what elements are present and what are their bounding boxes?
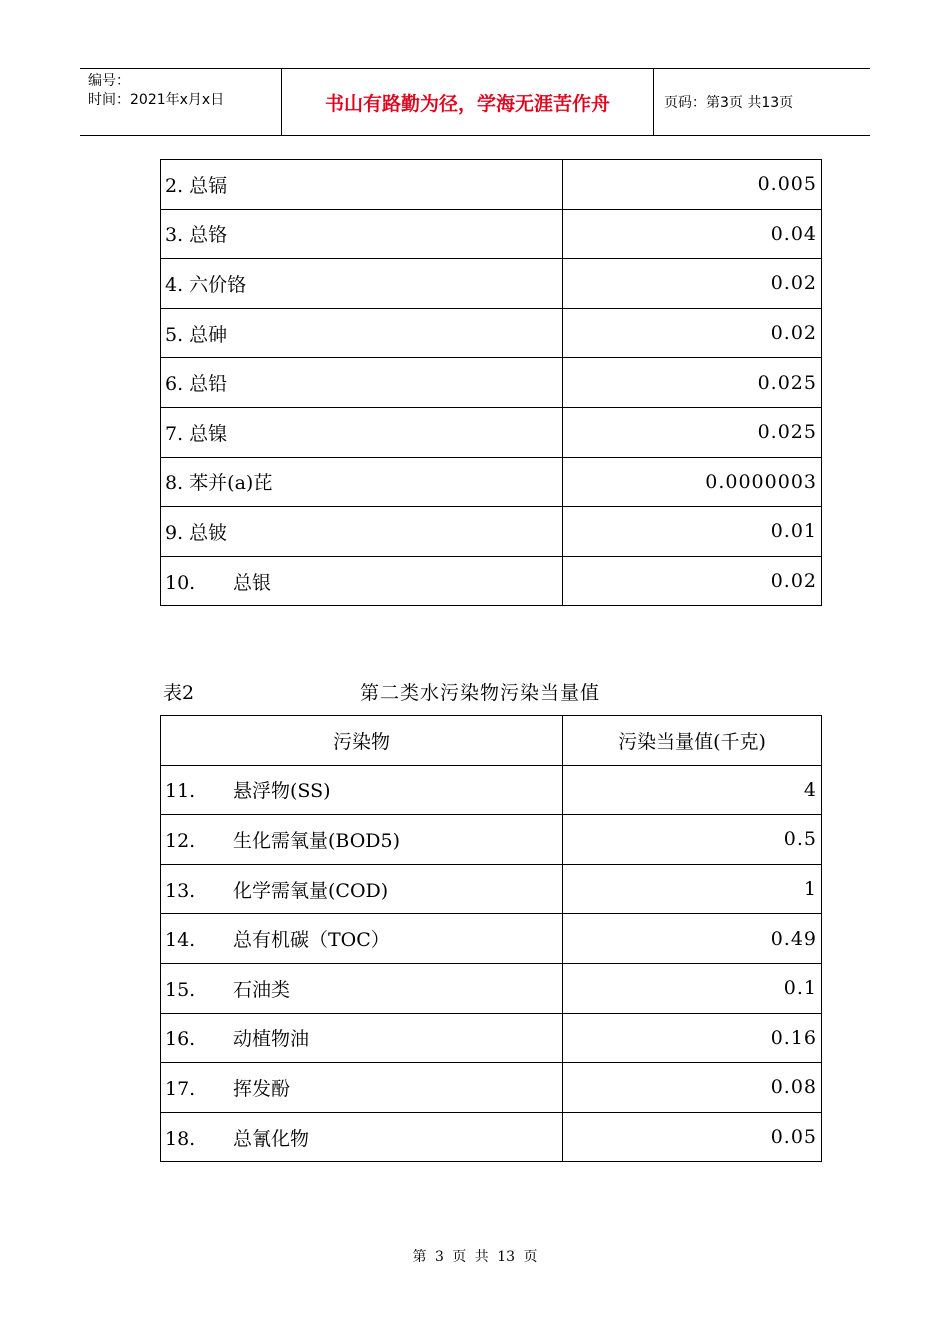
table-row [161, 160, 822, 210]
table-row [161, 507, 822, 557]
pollutant-name-cell [161, 1112, 563, 1162]
table-row [161, 1112, 822, 1162]
equivalent-value-cell: 0.1 [563, 963, 822, 1013]
pollutant-table-2 [160, 715, 822, 1162]
equivalent-value-cell: 0.025 [563, 407, 822, 457]
table-2-caption: 表2 [163, 682, 195, 704]
header-motto: 书山有路勤为径，学海无涯苦作舟 [282, 69, 654, 135]
table-row [161, 815, 822, 865]
row-number: 16. [165, 1028, 196, 1051]
row-number: 15. [165, 978, 196, 1001]
header-page-info: 页码：第3页 共13页 [664, 95, 794, 111]
equivalent-value-cell: 0.02 [563, 259, 822, 309]
equivalent-value-cell: 0.005 [563, 160, 822, 210]
table-row [161, 308, 822, 358]
pollutant-name-cell: 3. 总铬 [161, 209, 563, 259]
pollutant-name: 总银 [233, 571, 272, 594]
equivalent-value-cell: 0.01 [563, 507, 822, 557]
pollutant-name: 挥发酚 [233, 1077, 291, 1100]
table-row [161, 1063, 822, 1113]
pollutant-name-cell [161, 1063, 563, 1113]
table-row [161, 765, 822, 815]
equivalent-value-cell: 0.025 [563, 358, 822, 408]
document-number-label: 编号： [88, 73, 130, 89]
pollutant-table-1 [160, 159, 822, 606]
column-header-pollutant: 污染物 [161, 716, 563, 766]
page-footer: 第 3 页 共 13 页 [412, 1249, 538, 1265]
equivalent-value-cell: 4 [563, 765, 822, 815]
pollutant-name-cell: 8. 苯并(a)芘 [161, 457, 563, 507]
pollutant-name: 生化需氧量(BOD5) [233, 829, 401, 852]
row-number: 18. [165, 1127, 196, 1150]
pollutant-name-cell [161, 765, 563, 815]
equivalent-value-cell: 0.02 [563, 308, 822, 358]
pollutant-name-cell: 9. 总铍 [161, 507, 563, 557]
equivalent-value-cell: 0.49 [563, 914, 822, 964]
table-row [161, 407, 822, 457]
pollutant-name-cell: 6. 总铅 [161, 358, 563, 408]
pollutant-name-cell [161, 864, 563, 914]
table-row [161, 457, 822, 507]
header-meta [80, 69, 282, 135]
pollutant-name-cell [161, 815, 563, 865]
table-header-row [161, 716, 822, 766]
pollutant-name-cell [161, 963, 563, 1013]
document-time-label: 时间：2021年x月x日 [88, 92, 225, 108]
table-row [161, 556, 822, 606]
equivalent-value-cell: 0.04 [563, 209, 822, 259]
pollutant-name-cell: 2. 总镉 [161, 160, 563, 210]
row-number: 14. [165, 929, 196, 952]
pollutant-name-cell [161, 556, 563, 606]
row-number: 17. [165, 1077, 196, 1100]
equivalent-value-cell: 0.05 [563, 1112, 822, 1162]
equivalent-value-cell: 0.0000003 [563, 457, 822, 507]
equivalent-value-cell: 0.5 [563, 815, 822, 865]
pollutant-name-cell: 7. 总镍 [161, 407, 563, 457]
pollutant-name: 总氰化物 [233, 1127, 310, 1150]
pollutant-name: 化学需氧量(COD) [233, 879, 389, 902]
equivalent-value-cell: 0.08 [563, 1063, 822, 1113]
page-header [80, 68, 870, 136]
equivalent-value-cell: 0.02 [563, 556, 822, 606]
table-row [161, 259, 822, 309]
pollutant-name: 动植物油 [233, 1028, 310, 1051]
table-row [161, 1013, 822, 1063]
equivalent-value-cell: 0.16 [563, 1013, 822, 1063]
pollutant-name: 总有机碳（TOC） [233, 929, 390, 952]
pollutant-name: 石油类 [233, 978, 291, 1001]
row-number: 13. [165, 879, 196, 902]
table-2-title: 第二类水污染物污染当量值 [360, 682, 601, 704]
table-row [161, 963, 822, 1013]
table-row [161, 864, 822, 914]
equivalent-value-cell: 1 [563, 864, 822, 914]
row-number: 12. [165, 829, 196, 852]
row-number: 11. [165, 780, 196, 803]
column-header-equivalent-value: 污染当量值(千克) [563, 716, 822, 766]
pollutant-name-cell: 4. 六价铬 [161, 259, 563, 309]
pollutant-name-cell [161, 914, 563, 964]
pollutant-name-cell: 5. 总砷 [161, 308, 563, 358]
row-number: 10. [165, 571, 196, 594]
pollutant-name: 悬浮物(SS) [233, 780, 331, 803]
pollutant-name-cell [161, 1013, 563, 1063]
table-row [161, 209, 822, 259]
table-row [161, 358, 822, 408]
table-row [161, 914, 822, 964]
